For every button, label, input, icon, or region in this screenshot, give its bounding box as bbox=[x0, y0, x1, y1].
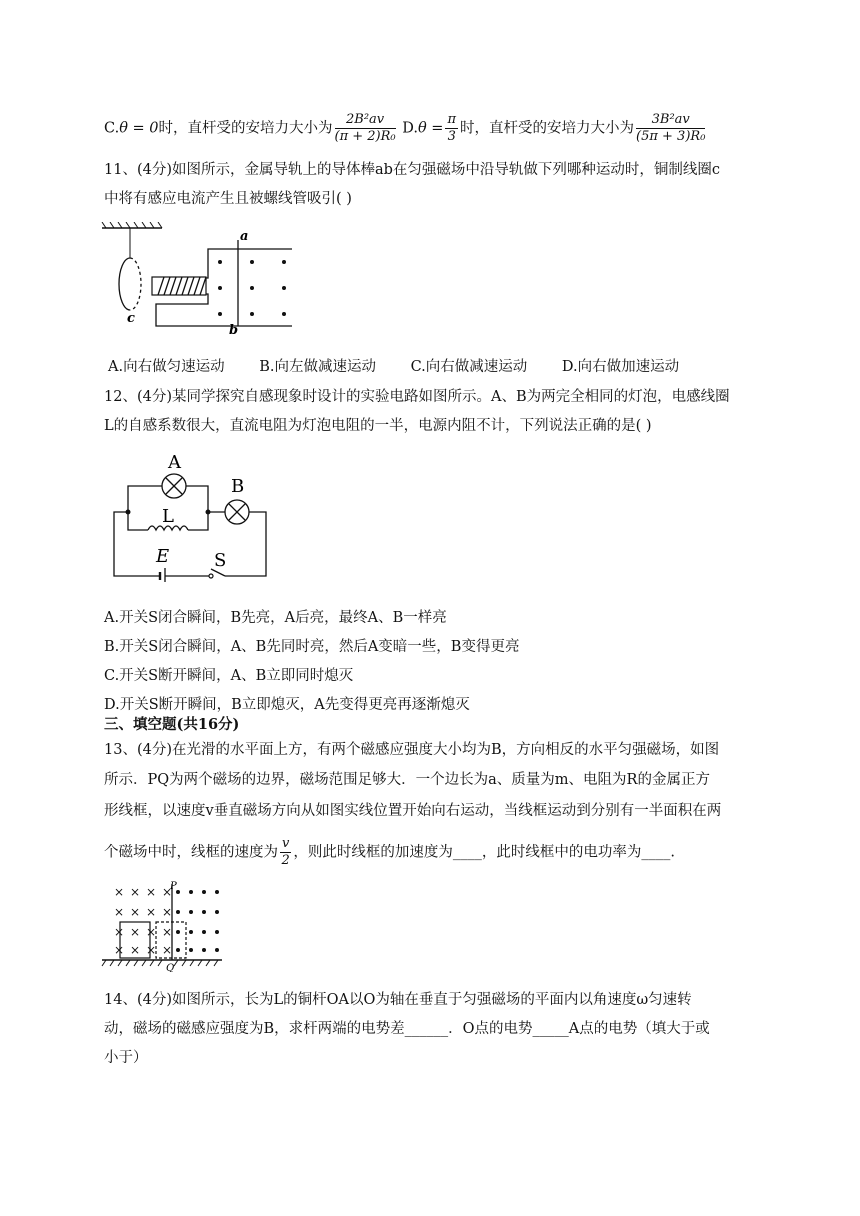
q11-stem-line2: 中将有感应电流产生且被螺线管吸引( ) bbox=[104, 191, 352, 207]
q10-c-num: 2B²av bbox=[335, 112, 396, 129]
q11-label-c: c bbox=[127, 311, 135, 326]
q13-line4-post: ，则此时线框的加速度为____，此时线框中的电功率为____. bbox=[293, 844, 675, 861]
svg-text:×: × bbox=[146, 905, 157, 919]
svg-text:×: × bbox=[162, 943, 173, 957]
svg-text:×: × bbox=[146, 925, 157, 939]
q10-d-cond: θ = bbox=[417, 120, 444, 137]
q10-options-cd bbox=[104, 112, 707, 145]
q10-c-den: (π + 2)R₀ bbox=[334, 129, 396, 144]
q10-d-prefix: D. bbox=[402, 120, 418, 137]
svg-text:×: × bbox=[162, 905, 173, 919]
svg-text:×: × bbox=[114, 925, 125, 939]
q10-c-cond: θ = 0 bbox=[119, 120, 159, 137]
q13-stem-line4 bbox=[104, 836, 675, 869]
svg-text:×: × bbox=[130, 925, 141, 939]
svg-text:×: × bbox=[114, 943, 125, 957]
q12-stem-line1: 12、(4分)某同学探究自感现象时设计的实验电路如图所示。A、B为两完全相同的灯泡，电感线圈 bbox=[104, 389, 730, 405]
q12-figure bbox=[108, 452, 273, 582]
svg-text:×: × bbox=[114, 885, 125, 899]
q13-stem-line1: 13、(4分)在光滑的水平面上方，有两个磁感应强度大小均为B，方向相反的水平匀强磁场，如图 bbox=[104, 742, 720, 758]
section-title-fill-in: 三、填空题(共16分) bbox=[104, 716, 240, 733]
q13-stem-line3: 形线框，以速度v垂直磁场方向从如图实线位置开始向右运动，当线框运动到分别有一半面积在两 bbox=[104, 803, 722, 819]
q14-stem-line3: 小于） bbox=[104, 1050, 148, 1066]
q11-options bbox=[108, 357, 679, 377]
q13-label-P: P bbox=[170, 881, 177, 892]
q13-frac-den: 2 bbox=[281, 853, 290, 868]
q13-line4-pre: 个磁场中时，线框的速度为 bbox=[104, 844, 278, 861]
q13-label-Q: Q bbox=[166, 963, 175, 972]
svg-text:×: × bbox=[162, 925, 173, 939]
q12-lamp-B-label: B bbox=[231, 476, 245, 497]
q14-stem-line2: 动，磁场的磁感应强度为B，求杆两端的电势差______．O点的电势_____A点的电势（填大于或 bbox=[104, 1021, 710, 1037]
q11-label-a: a bbox=[240, 229, 249, 244]
q11-stem-line1: 11、(4分)如图所示，金属导轨上的导体棒ab在匀强磁场中沿导轨做下列哪种运动时，铜制线圈c bbox=[104, 162, 721, 178]
svg-text:×: × bbox=[146, 885, 157, 899]
q10-d-den: (5π + 3)R₀ bbox=[636, 129, 706, 144]
q10-c-fraction bbox=[335, 112, 396, 145]
svg-text:×: × bbox=[146, 943, 157, 957]
q10-d-cond-den: 3 bbox=[447, 129, 456, 144]
q12-option-b[interactable]: B.开关S闭合瞬间，A、B先同时亮，然后A变暗一些，B变得更亮 bbox=[104, 639, 520, 655]
q11-figure bbox=[100, 222, 300, 334]
svg-text:×: × bbox=[130, 943, 141, 957]
q12-stem-line2: L的自感系数很大，直流电阻为灯泡电阻的一半，电源内阻不计，下列说法正确的是( ) bbox=[104, 418, 652, 434]
svg-text:×: × bbox=[114, 905, 125, 919]
q11-option-c[interactable]: C.向右做减速运动 bbox=[410, 359, 528, 375]
svg-text:×: × bbox=[130, 905, 141, 919]
q10-c-text: 时，直杆受的安培力大小为 bbox=[158, 120, 333, 137]
svg-text:×: × bbox=[130, 885, 141, 899]
q10-d-text: 时，直杆受的安培力大小为 bbox=[460, 120, 635, 137]
q11-option-a[interactable]: A.向右做匀速运动 bbox=[108, 359, 225, 375]
q10-d-fraction bbox=[636, 112, 705, 145]
q12-option-d[interactable]: D.开关S断开瞬间，B立即熄灭，A先变得更亮再逐渐熄灭 bbox=[104, 697, 470, 713]
q14-stem-line1: 14、(4分)如图所示，长为L的铜杆OA以O为轴在垂直于匀强磁场的平面内以角速度ω匀速转 bbox=[104, 992, 692, 1008]
q13-frac-num: v bbox=[282, 836, 290, 851]
q13-stem-line2: 所示．PQ为两个磁场的边界，磁场范围足够大．一个边长为a、质量为m、电阻为R的金属正方 bbox=[104, 772, 710, 788]
svg-text:×: × bbox=[162, 885, 173, 899]
q10-d-cond-num: π bbox=[447, 112, 457, 127]
q12-inductor-L-label: L bbox=[162, 506, 174, 527]
q13-velocity-fraction bbox=[280, 836, 291, 869]
q10-c-prefix: C. bbox=[104, 120, 120, 137]
q12-switch-S-label: S bbox=[214, 550, 227, 571]
q11-option-d[interactable]: D.向右做加速运动 bbox=[561, 359, 680, 375]
q10-d-num: 3B²av bbox=[636, 112, 705, 129]
q13-figure bbox=[100, 880, 230, 972]
q12-source-E-label: E bbox=[156, 546, 170, 567]
q12-option-c[interactable]: C.开关S断开瞬间，A、B立即同时熄灭 bbox=[104, 668, 354, 684]
q12-lamp-A-label: A bbox=[168, 452, 181, 473]
q10-d-cond-fraction bbox=[445, 112, 458, 145]
q11-label-b: b bbox=[229, 323, 239, 334]
q11-option-b[interactable]: B.向左做减速运动 bbox=[259, 359, 376, 375]
q12-option-a[interactable]: A.开关S闭合瞬间，B先亮，A后亮，最终A、B一样亮 bbox=[104, 610, 447, 626]
